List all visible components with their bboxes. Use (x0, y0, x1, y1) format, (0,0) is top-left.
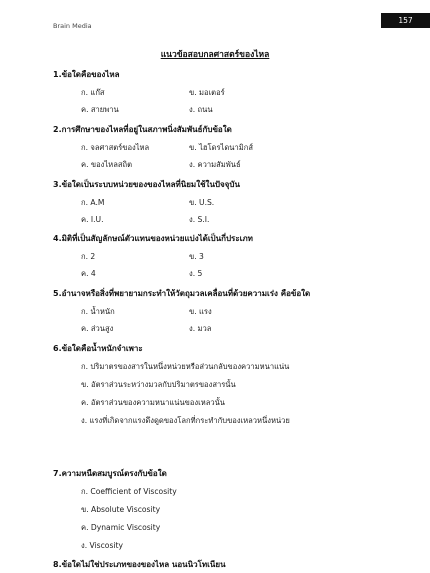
question-1: 1.ข้อใดคือของไหล (53, 70, 120, 79)
option-5b: ข. แรง (189, 307, 212, 316)
option-7d: ง. Viscosity (81, 541, 123, 550)
option-3b: ข. U.S. (189, 198, 215, 207)
option-1d: ง. ถนน (189, 105, 213, 114)
option-2b: ข. ไฮโดรไดนามิกส์ (189, 143, 254, 152)
option-1b: ข. มอเตอร์ (189, 88, 225, 97)
option-1a: ก. แก๊ส (81, 88, 105, 97)
option-6c: ค. อัตราส่วนของความหนาแน่นของเหลวนั้น (81, 398, 226, 407)
option-4d: ง. 5 (189, 269, 203, 278)
option-5a: ก. น้ำหนัก (81, 307, 115, 316)
option-7c: ค. Dynamic Viscosity (81, 523, 161, 532)
option-5d: ง. มวล (189, 324, 212, 333)
page-number-badge: 157 (381, 13, 430, 28)
option-4c: ค. 4 (81, 269, 96, 278)
question-3: 3.ข้อใดเป็นระบบหน่วยของของไหลที่นิยมใช้ในปัจจุบัน (53, 180, 240, 189)
option-2c: ค. ของไหลสถิต (81, 160, 133, 169)
question-2: 2.การศึกษาของไหลที่อยู่ในสภาพนิ่งสัมพันธ์กับข้อใด (53, 125, 232, 134)
option-6d: ง. แรงที่เกิดจากแรงดึงดูดของโลกที่กระทำกับของเหลวหนึ่งหน่วย (81, 416, 290, 425)
option-3a: ก. A.M (81, 198, 105, 207)
question-5: 5.อำนาจหรือสิ่งที่พยายามกระทำให้วัตถุมวลเคลื่อนที่ด้วยความเร่ง คือข้อใด (53, 289, 311, 298)
option-7a: ก. Coefficient of Viscosity (81, 487, 177, 496)
question-6: 6.ข้อใดคือน้ำหนักจำเพาะ (53, 344, 143, 353)
question-7: 7.ความหนืดสมบูรณ์ตรงกับข้อใด (53, 469, 167, 478)
option-3d: ง. S.I. (189, 215, 210, 224)
option-1c: ค. สายพาน (81, 105, 119, 114)
option-7b: ข. Absolute Viscosity (81, 505, 161, 514)
option-4a: ก. 2 (81, 252, 96, 261)
option-5c: ค. ส่วนสูง (81, 324, 114, 333)
option-2a: ก. จลศาสตร์ของไหล (81, 143, 150, 152)
question-4: 4.มิติที่เป็นสัญลักษณ์ตัวแทนของหน่วยแบ่งได้เป็นกี่ประเภท (53, 234, 253, 243)
option-2d: ง. ความสัมพันธ์ (189, 160, 241, 169)
option-6a: ก. ปริมาตรของสารในหนึ่งหน่วยหรือส่วนกลับของความหนาแน่น (81, 362, 290, 371)
option-3c: ค. I.U. (81, 215, 104, 224)
option-4b: ข. 3 (189, 252, 204, 261)
option-6b: ข. อัตราส่วนระหว่างมวลกับปริมาตรของสารนั้น (81, 380, 236, 389)
header-brand: Brain Media (53, 22, 92, 30)
question-8: 8.ข้อใดไม่ใช่ประเภทของของไหล นอนนิวโทเนียน (53, 560, 226, 569)
page-title: แนวข้อสอบกลศาสตร์ของไหล (160, 50, 270, 60)
